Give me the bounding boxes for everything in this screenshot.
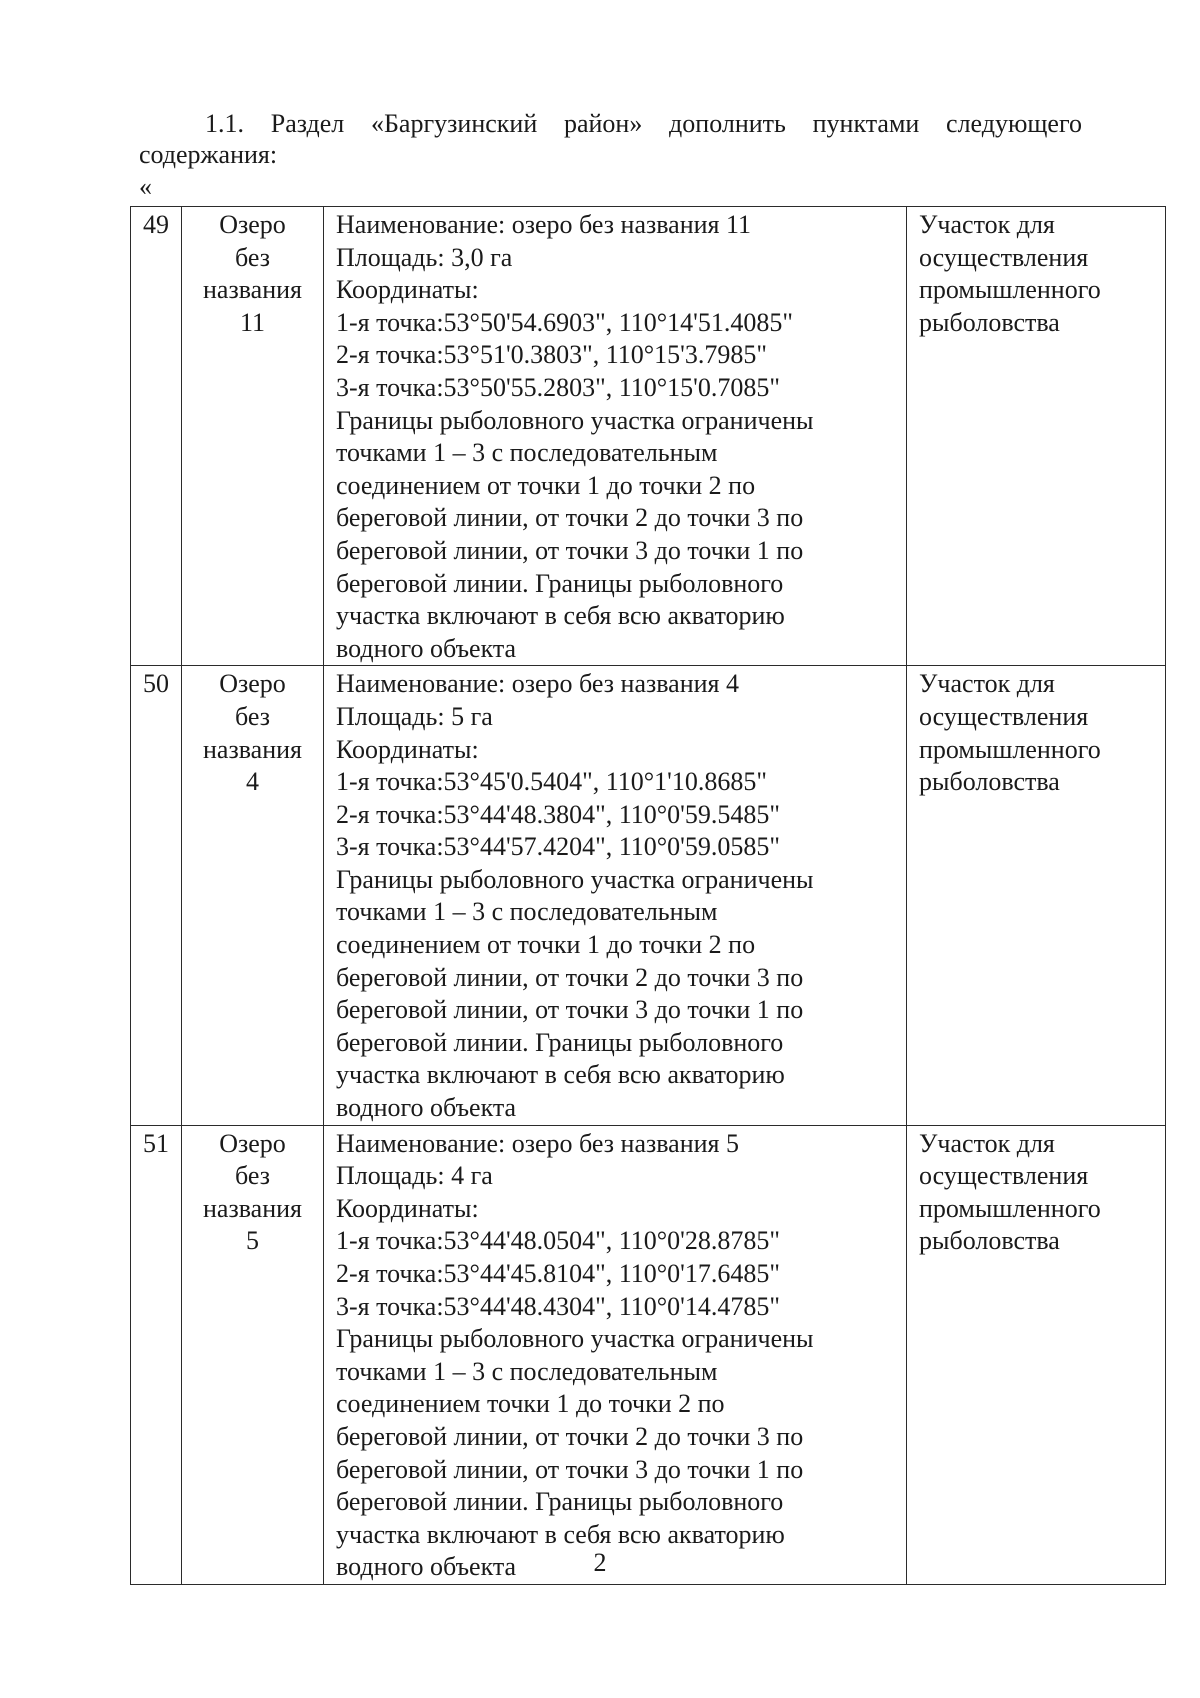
row-number: 49 [143, 210, 169, 239]
table-row [131, 1125, 1166, 1584]
name-line: Озеро [219, 1128, 286, 1158]
fishing-areas-table [130, 206, 1166, 1585]
desc-line: 1-я точка:53°45'0.5404", 110°1'10.8685" [336, 767, 767, 797]
name-line: названия [203, 275, 302, 305]
row-number: 51 [143, 1128, 169, 1158]
name-line: названия [203, 734, 302, 764]
purpose-line: промышленного [919, 1193, 1101, 1223]
opening-quote: « [139, 172, 152, 201]
purpose-cell [907, 207, 1166, 666]
desc-line: береговой линии, от точки 2 до точки 3 по [336, 1421, 804, 1451]
row-number-cell [131, 1125, 182, 1584]
description-cell [324, 207, 907, 666]
name-line: 4 [246, 767, 259, 797]
row-number: 50 [143, 669, 169, 699]
desc-line: Границы рыболовного участка ограничены [336, 864, 814, 894]
name-line: без [234, 242, 270, 272]
purpose-line: Участок для [919, 210, 1055, 239]
intro-paragraph [139, 108, 1082, 170]
desc-line: 1-я точка:53°44'48.0504", 110°0'28.8785" [336, 1226, 780, 1256]
purpose-line: осуществления [919, 242, 1089, 272]
desc-line: Координаты: [336, 1193, 479, 1223]
desc-line: Границы рыболовного участка ограничены [336, 405, 814, 435]
table-row [131, 666, 1166, 1125]
purpose-line: рыболовства [919, 1226, 1060, 1256]
desc-line: Границы рыболовного участка ограничены [336, 1324, 814, 1354]
desc-line: Наименование: озеро без названия 11 [336, 210, 752, 239]
desc-line: 2-я точка:53°44'48.3804", 110°0'59.5485" [336, 799, 780, 829]
intro-line-1: 1.1. Раздел «Баргузинский район» дополнить пунктами следующего [205, 109, 1082, 138]
purpose-line: осуществления [919, 1161, 1089, 1191]
name-line: без [234, 1161, 270, 1191]
water-body-name-cell [182, 666, 324, 1125]
description-cell [324, 1125, 907, 1584]
purpose-line: рыболовства [919, 307, 1060, 337]
desc-line: участка включают в себя всю акваторию [336, 601, 785, 631]
desc-line: соединением от точки 1 до точки 2 по [336, 470, 756, 500]
desc-line: 3-я точка:53°50'55.2803", 110°15'0.7085" [336, 372, 780, 402]
purpose-line: Участок для [919, 1128, 1055, 1158]
desc-line: Наименование: озеро без названия 5 [336, 1128, 740, 1158]
desc-line: Координаты: [336, 275, 479, 305]
desc-line: Площадь: 4 га [336, 1161, 493, 1191]
purpose-line: промышленного [919, 734, 1101, 764]
desc-line: соединением точки 1 до точки 2 по [336, 1389, 725, 1419]
purpose-cell [907, 1125, 1166, 1584]
desc-line: береговой линии, от точки 2 до точки 3 по [336, 962, 804, 992]
name-line: 5 [246, 1226, 259, 1256]
desc-line: береговой линии. Границы рыболовного [336, 1487, 784, 1517]
desc-line: 3-я точка:53°44'57.4204", 110°0'59.0585" [336, 832, 780, 862]
desc-line: участка включают в себя всю акваторию [336, 1060, 785, 1090]
desc-line: точками 1 – 3 с последовательным [336, 438, 718, 468]
purpose-line: промышленного [919, 275, 1101, 305]
purpose-cell [907, 666, 1166, 1125]
desc-line: водного объекта [336, 633, 517, 663]
desc-line: Площадь: 5 га [336, 701, 493, 731]
desc-line: Площадь: 3,0 га [336, 242, 513, 272]
desc-line: береговой линии. Границы рыболовного [336, 568, 784, 598]
desc-line: береговой линии. Границы рыболовного [336, 1027, 784, 1057]
desc-line: водного объекта [336, 1093, 517, 1123]
water-body-name-cell [182, 207, 324, 666]
row-number-cell [131, 207, 182, 666]
desc-line: 1-я точка:53°50'54.6903", 110°14'51.4085" [336, 307, 793, 337]
purpose-line: Участок для [919, 669, 1055, 699]
desc-line: участка включают в себя всю акваторию [336, 1519, 785, 1549]
description-cell [324, 666, 907, 1125]
name-line: 11 [239, 307, 266, 337]
name-line: Озеро [219, 210, 286, 239]
purpose-line: осуществления [919, 701, 1089, 731]
desc-line: точками 1 – 3 с последовательным [336, 1356, 718, 1386]
desc-line: точками 1 – 3 с последовательным [336, 897, 718, 927]
name-line: Озеро [219, 669, 286, 699]
desc-line: береговой линии, от точки 2 до точки 3 по [336, 503, 804, 533]
desc-line: Наименование: озеро без названия 4 [336, 669, 740, 699]
water-body-name-cell [182, 1125, 324, 1584]
purpose-line: рыболовства [919, 767, 1060, 797]
desc-line: 3-я точка:53°44'48.4304", 110°0'14.4785" [336, 1291, 780, 1321]
desc-line: Координаты: [336, 734, 479, 764]
row-number-cell [131, 666, 182, 1125]
desc-line: соединением от точки 1 до точки 2 по [336, 930, 756, 960]
intro-line-2: содержания: [139, 140, 278, 169]
table-row [131, 207, 1166, 666]
desc-line: 2-я точка:53°51'0.3803", 110°15'3.7985" [336, 340, 767, 370]
name-line: названия [203, 1193, 302, 1223]
page-number: 2 [593, 1548, 607, 1577]
name-line: без [234, 701, 270, 731]
desc-line: береговой линии, от точки 3 до точки 1 по [336, 995, 804, 1025]
desc-line: береговой линии, от точки 3 до точки 1 по [336, 535, 804, 565]
desc-line: водного объекта [336, 1552, 517, 1582]
desc-line: 2-я точка:53°44'45.8104", 110°0'17.6485" [336, 1259, 780, 1288]
desc-line: береговой линии, от точки 3 до точки 1 по [336, 1454, 804, 1484]
